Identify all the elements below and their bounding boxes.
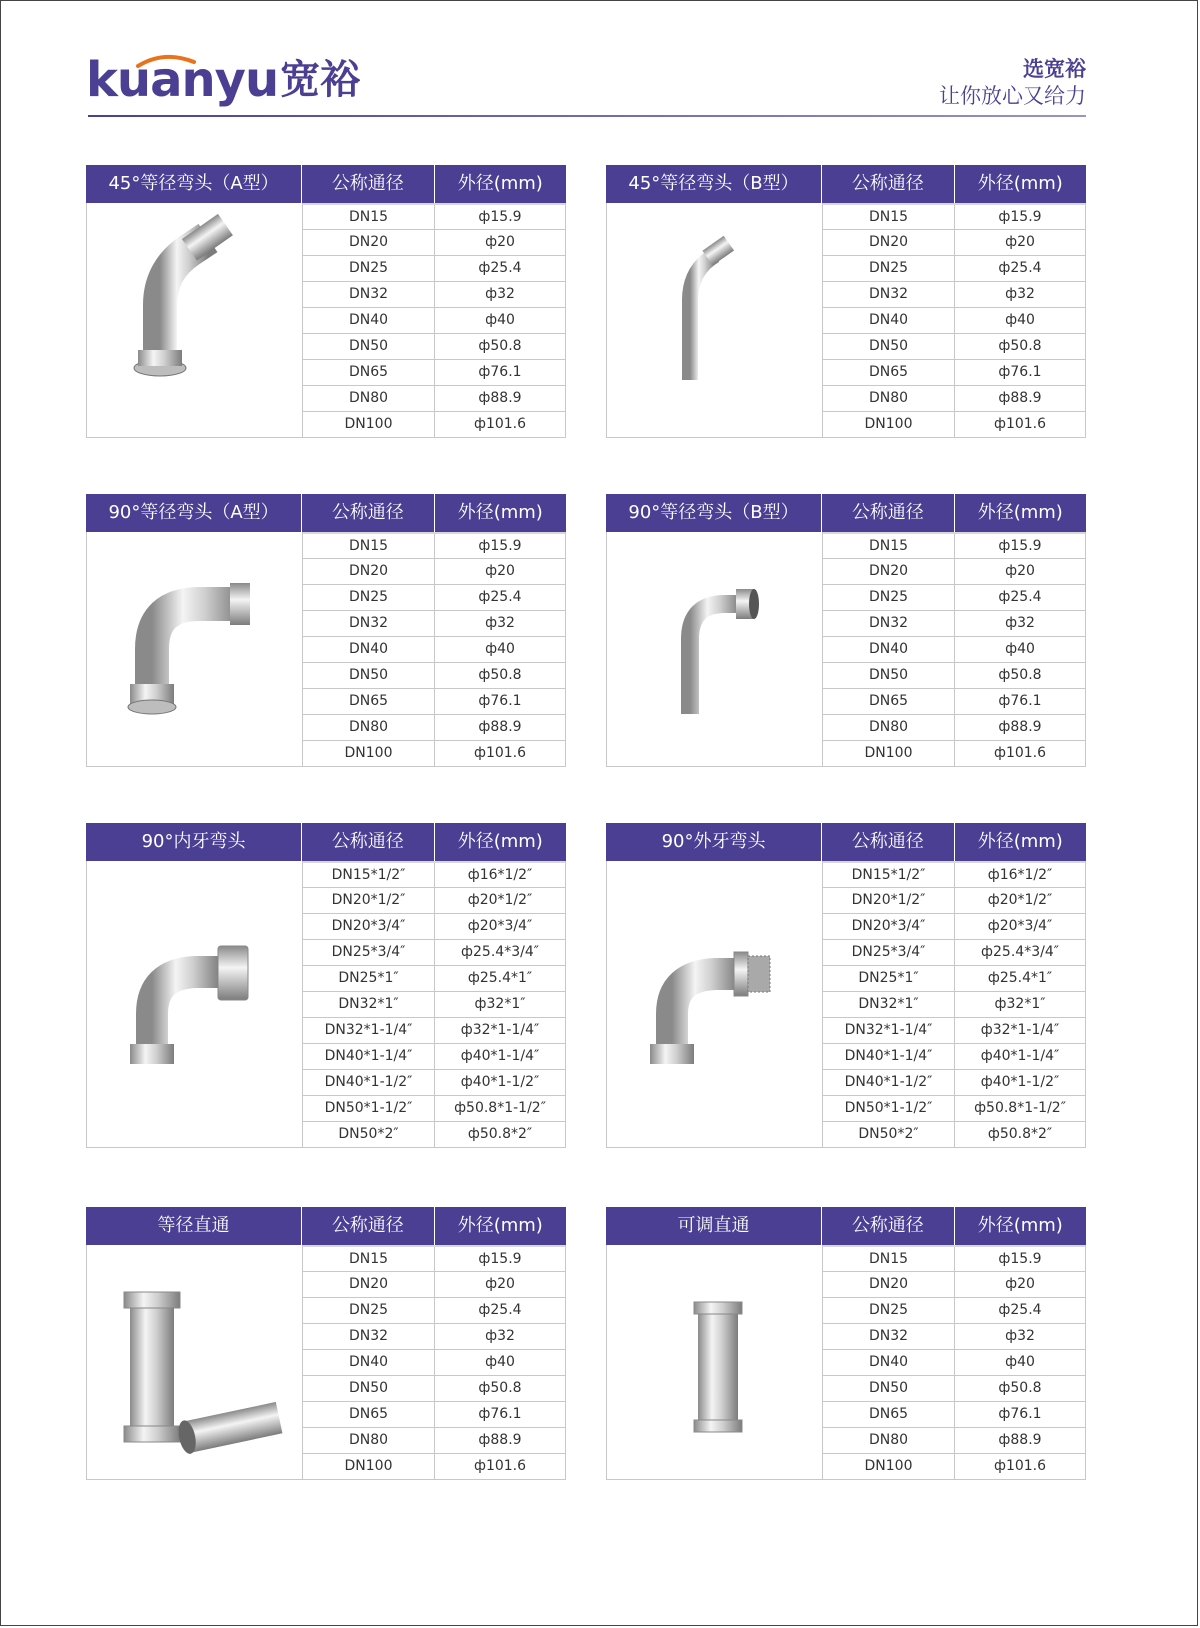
outer-diameter-cell: ф40*1-1/2″ [460,1074,540,1090]
table-row [303,688,565,714]
nominal-size-cell: DN15 [823,1247,955,1271]
outer-diameter-cell: ф20 [1005,234,1035,250]
table-row [823,662,1085,688]
nominal-size-cell: DN40*1-1/2″ [823,1070,955,1095]
table-header [606,823,1086,861]
table-row [823,1427,1085,1453]
nominal-size-cell: DN50 [303,1376,435,1401]
table-row [303,333,565,359]
outer-diameter-cell: ф50.8*1-1/2″ [454,1100,546,1116]
outer-diameter-cell: ф40 [485,312,515,328]
nominal-size-cell: DN50*2″ [303,1122,435,1147]
outer-diameter-cell: ф40*1-1/2″ [980,1074,1060,1090]
nominal-size-cell: DN15*1/2″ [823,863,955,887]
product-name: 45°等径弯头（A型） [86,165,302,203]
logo-latin: kuanyu [86,52,279,108]
table-row [823,411,1085,437]
outer-diameter-cell: ф20*3/4″ [987,918,1053,934]
table-row [823,1271,1085,1297]
table-row [303,887,565,913]
table-row [303,861,565,887]
outer-diameter-cell: ф88.9 [998,719,1042,735]
table-row [303,610,565,636]
nominal-size-cell: DN25*3/4″ [303,940,435,965]
table-row [823,636,1085,662]
nominal-size-cell: DN25 [303,1298,435,1323]
header-outer-diameter: 外径(mm) [457,1215,543,1236]
table-row [823,203,1085,229]
nominal-size-cell: DN25 [303,585,435,610]
outer-diameter-cell: ф40 [485,1354,515,1370]
header-nominal-size: 公称通径 [822,494,954,532]
nominal-size-cell: DN50*2″ [823,1122,955,1147]
table-row [823,1349,1085,1375]
nominal-size-cell: DN40 [303,637,435,662]
nominal-size-cell: DN25*3/4″ [823,940,955,965]
outer-diameter-cell: ф101.6 [993,416,1047,432]
nominal-size-cell: DN32 [823,282,955,307]
table-row [303,558,565,584]
table-row [823,939,1085,965]
outer-diameter-cell: ф76.1 [478,1406,522,1422]
outer-diameter-cell: ф25.4*1″ [987,970,1053,986]
header-outer-diameter: 外径(mm) [457,173,543,194]
table-row [303,281,565,307]
outer-diameter-cell: ф40*1-1/4″ [980,1048,1060,1064]
nominal-size-cell: DN65 [823,689,955,714]
table-row [303,740,565,766]
table-row [823,558,1085,584]
table-row [303,991,565,1017]
outer-diameter-cell: ф88.9 [478,390,522,406]
nominal-size-cell: DN65 [303,360,435,385]
outer-diameter-cell: ф76.1 [998,693,1042,709]
nominal-size-cell: DN40 [823,1350,955,1375]
outer-diameter-cell: ф32*1-1/4″ [980,1022,1060,1038]
header-outer-diameter: 外径(mm) [977,173,1063,194]
table-row [823,991,1085,1017]
outer-diameter-cell: ф20*1/2″ [987,892,1053,908]
table-row [823,255,1085,281]
table-row [823,1453,1085,1479]
table-row [823,1401,1085,1427]
nominal-size-cell: DN15 [303,1247,435,1271]
nominal-size-cell: DN32*1″ [823,992,955,1017]
table-row [303,359,565,385]
nominal-size-cell: DN80 [823,1428,955,1453]
nominal-size-cell: DN100 [303,412,435,437]
outer-diameter-cell: ф15.9 [478,538,522,554]
table-row [823,229,1085,255]
outer-diameter-cell: ф88.9 [998,1432,1042,1448]
nominal-size-cell: DN50*1-1/2″ [823,1096,955,1121]
header-nominal-size: 公称通径 [302,165,434,203]
nominal-size-cell: DN15 [303,534,435,558]
product-name: 45°等径弯头（B型） [606,165,822,203]
outer-diameter-cell: ф40 [1005,1354,1035,1370]
outer-diameter-cell: ф50.8 [478,1380,522,1396]
nominal-size-cell: DN32*1-1/4″ [303,1018,435,1043]
outer-diameter-cell: ф20 [485,234,515,250]
outer-diameter-cell: ф25.4*3/4″ [981,944,1059,960]
table-row [303,1271,565,1297]
outer-diameter-cell: ф50.8*1-1/2″ [974,1100,1066,1116]
table-row [303,1401,565,1427]
slogan [939,56,1086,110]
product-name: 等径直通 [86,1207,302,1245]
nominal-size-cell: DN40*1-1/4″ [823,1044,955,1069]
nominal-size-cell: DN20 [823,559,955,584]
table-row [823,887,1085,913]
outer-diameter-cell: ф32 [485,615,515,631]
table-row [823,688,1085,714]
outer-diameter-cell: ф20*1/2″ [467,892,533,908]
elbow-90-male-thread-icon [607,861,823,1147]
table-row [823,1375,1085,1401]
table-row [303,385,565,411]
outer-diameter-cell: ф16*1/2″ [987,867,1053,883]
header-outer-diameter: 外径(mm) [457,831,543,852]
nominal-size-cell: DN32 [303,611,435,636]
table-row [303,229,565,255]
nominal-size-cell: DN20 [823,1272,955,1297]
outer-diameter-cell: ф40 [485,641,515,657]
nominal-size-cell: DN40 [823,308,955,333]
nominal-size-cell: DN20 [303,559,435,584]
slogan-line-2: 让你放心又给力 [939,84,1086,108]
spec-table [86,165,566,438]
table-header [606,494,1086,532]
nominal-size-cell: DN50 [823,663,955,688]
table-row [303,1453,565,1479]
table-row [823,714,1085,740]
outer-diameter-cell: ф40 [1005,312,1035,328]
outer-diameter-cell: ф76.1 [478,693,522,709]
table-row [303,307,565,333]
outer-diameter-cell: ф20 [485,1276,515,1292]
outer-diameter-cell: ф50.8 [998,667,1042,683]
table-row [303,1121,565,1147]
table-row [303,939,565,965]
product-name: 90°等径弯头（A型） [86,494,302,532]
nominal-size-cell: DN15 [303,205,435,229]
table-row [823,584,1085,610]
elbow-90-female-thread-icon [87,861,303,1147]
elbow-45-b-icon [607,203,823,437]
nominal-size-cell: DN100 [303,1454,435,1479]
nominal-size-cell: DN20 [303,1272,435,1297]
table-header [86,165,566,203]
nominal-size-cell: DN50 [823,334,955,359]
nominal-size-cell: DN15 [823,205,955,229]
table-row [303,1323,565,1349]
outer-diameter-cell: ф50.8 [998,338,1042,354]
outer-diameter-cell: ф20 [1005,563,1035,579]
nominal-size-cell: DN32 [303,1324,435,1349]
table-row [303,1349,565,1375]
table-header [606,165,1086,203]
header-outer-diameter: 外径(mm) [457,502,543,523]
nominal-size-cell: DN100 [303,741,435,766]
spec-table [86,494,566,767]
nominal-size-cell: DN50 [303,663,435,688]
nominal-size-cell: DN25*1″ [823,966,955,991]
nominal-size-cell: DN40 [303,308,435,333]
outer-diameter-cell: ф88.9 [478,719,522,735]
nominal-size-cell: DN25 [823,585,955,610]
outer-diameter-cell: ф101.6 [473,745,527,761]
header-nominal-size: 公称通径 [302,494,434,532]
outer-diameter-cell: ф32*1″ [474,996,526,1012]
header-outer-diameter: 外径(mm) [977,831,1063,852]
outer-diameter-cell: ф15.9 [478,1251,522,1267]
table-row [823,333,1085,359]
header-nominal-size: 公称通径 [302,1207,434,1245]
table-row [303,1043,565,1069]
nominal-size-cell: DN50*1-1/2″ [303,1096,435,1121]
table-header [86,823,566,861]
table-row [303,411,565,437]
outer-diameter-cell: ф50.8 [998,1380,1042,1396]
table-row [303,203,565,229]
outer-diameter-cell: ф20 [1005,1276,1035,1292]
outer-diameter-cell: ф25.4*1″ [467,970,533,986]
nominal-size-cell: DN65 [303,689,435,714]
table-row [823,359,1085,385]
outer-diameter-cell: ф88.9 [478,1432,522,1448]
outer-diameter-cell: ф50.8*2″ [987,1126,1053,1142]
header-divider [88,115,1086,117]
table-row [823,1323,1085,1349]
table-row [823,965,1085,991]
outer-diameter-cell: ф25.4 [998,589,1042,605]
product-name: 90°外牙弯头 [606,823,822,861]
outer-diameter-cell: ф32 [485,1328,515,1344]
nominal-size-cell: DN20*1/2″ [823,888,955,913]
outer-diameter-cell: ф101.6 [473,416,527,432]
table-row [823,740,1085,766]
nominal-size-cell: DN80 [823,386,955,411]
outer-diameter-cell: ф88.9 [998,390,1042,406]
outer-diameter-cell: ф76.1 [998,1406,1042,1422]
outer-diameter-cell: ф25.4 [478,260,522,276]
outer-diameter-cell: ф32*1″ [994,996,1046,1012]
elbow-90-b-icon [607,532,823,766]
outer-diameter-cell: ф50.8*2″ [467,1126,533,1142]
nominal-size-cell: DN100 [823,412,955,437]
table-row [303,1069,565,1095]
nominal-size-cell: DN65 [823,1402,955,1427]
table-header [86,494,566,532]
table-row [823,1121,1085,1147]
product-name: 90°等径弯头（B型） [606,494,822,532]
logo-chinese: 宽裕 [280,57,361,103]
table-header [86,1207,566,1245]
nominal-size-cell: DN20*3/4″ [823,914,955,939]
header-nominal-size: 公称通径 [822,823,954,861]
table-row [823,1095,1085,1121]
nominal-size-cell: DN32 [823,1324,955,1349]
equal-coupling-icon [87,1245,303,1479]
nominal-size-cell: DN40*1-1/4″ [303,1044,435,1069]
nominal-size-cell: DN25 [823,256,955,281]
slip-coupling-icon [607,1245,823,1479]
logo-swoosh-icon [136,54,196,68]
outer-diameter-cell: ф20*3/4″ [467,918,533,934]
table-row [303,1375,565,1401]
header-outer-diameter: 外径(mm) [977,502,1063,523]
nominal-size-cell: DN32 [823,611,955,636]
table-row [823,1297,1085,1323]
outer-diameter-cell: ф25.4 [998,1302,1042,1318]
brand-logo [86,50,360,110]
outer-diameter-cell: ф15.9 [998,538,1042,554]
nominal-size-cell: DN20 [303,230,435,255]
outer-diameter-cell: ф32 [1005,286,1035,302]
outer-diameter-cell: ф32*1-1/4″ [460,1022,540,1038]
nominal-size-cell: DN32 [303,282,435,307]
nominal-size-cell: DN32*1-1/4″ [823,1018,955,1043]
nominal-size-cell: DN20 [823,230,955,255]
table-row [303,1095,565,1121]
nominal-size-cell: DN25 [303,256,435,281]
outer-diameter-cell: ф25.4 [998,260,1042,276]
nominal-size-cell: DN32*1″ [303,992,435,1017]
outer-diameter-cell: ф40 [1005,641,1035,657]
nominal-size-cell: DN25*1″ [303,966,435,991]
table-row [823,281,1085,307]
table-row [303,662,565,688]
product-name: 90°内牙弯头 [86,823,302,861]
spec-table [606,494,1086,767]
outer-diameter-cell: ф76.1 [478,364,522,380]
table-row [303,532,565,558]
elbow-45-a-icon [87,203,303,437]
outer-diameter-cell: ф40*1-1/4″ [460,1048,540,1064]
nominal-size-cell: DN65 [303,1402,435,1427]
nominal-size-cell: DN40 [823,637,955,662]
slogan-line-1: 选宽裕 [1023,57,1086,81]
table-row [303,636,565,662]
spec-table [606,823,1086,1148]
nominal-size-cell: DN100 [823,741,955,766]
nominal-size-cell: DN80 [823,715,955,740]
outer-diameter-cell: ф101.6 [993,745,1047,761]
table-row [823,861,1085,887]
table-row [823,913,1085,939]
table-header [606,1207,1086,1245]
header-nominal-size: 公称通径 [822,1207,954,1245]
outer-diameter-cell: ф32 [1005,615,1035,631]
spec-table [606,165,1086,438]
outer-diameter-cell: ф50.8 [478,667,522,683]
table-row [823,1069,1085,1095]
header-outer-diameter: 外径(mm) [977,1215,1063,1236]
table-row [303,1297,565,1323]
table-row [823,532,1085,558]
outer-diameter-cell: ф101.6 [473,1458,527,1474]
table-row [303,255,565,281]
spec-table [86,1207,566,1480]
table-row [303,714,565,740]
spec-table [86,823,566,1148]
outer-diameter-cell: ф25.4*3/4″ [461,944,539,960]
table-row [823,1245,1085,1271]
elbow-90-a-icon [87,532,303,766]
outer-diameter-cell: ф76.1 [998,364,1042,380]
nominal-size-cell: DN15*1/2″ [303,863,435,887]
table-row [303,1427,565,1453]
outer-diameter-cell: ф32 [1005,1328,1035,1344]
outer-diameter-cell: ф50.8 [478,338,522,354]
table-row [303,1245,565,1271]
nominal-size-cell: DN80 [303,1428,435,1453]
outer-diameter-cell: ф20 [485,563,515,579]
nominal-size-cell: DN50 [823,1376,955,1401]
nominal-size-cell: DN80 [303,715,435,740]
table-row [303,913,565,939]
nominal-size-cell: DN50 [303,334,435,359]
table-row [823,385,1085,411]
nominal-size-cell: DN40 [303,1350,435,1375]
header-nominal-size: 公称通径 [822,165,954,203]
nominal-size-cell: DN40*1-1/2″ [303,1070,435,1095]
nominal-size-cell: DN100 [823,1454,955,1479]
table-row [823,1043,1085,1069]
nominal-size-cell: DN15 [823,534,955,558]
nominal-size-cell: DN20*3/4″ [303,914,435,939]
outer-diameter-cell: ф101.6 [993,1458,1047,1474]
table-row [823,1017,1085,1043]
nominal-size-cell: DN20*1/2″ [303,888,435,913]
table-row [303,584,565,610]
nominal-size-cell: DN80 [303,386,435,411]
table-row [823,307,1085,333]
table-row [303,1017,565,1043]
nominal-size-cell: DN65 [823,360,955,385]
outer-diameter-cell: ф15.9 [478,209,522,225]
outer-diameter-cell: ф32 [485,286,515,302]
nominal-size-cell: DN25 [823,1298,955,1323]
outer-diameter-cell: ф15.9 [998,1251,1042,1267]
header-nominal-size: 公称通径 [302,823,434,861]
outer-diameter-cell: ф15.9 [998,209,1042,225]
outer-diameter-cell: ф25.4 [478,1302,522,1318]
spec-table [606,1207,1086,1480]
outer-diameter-cell: ф16*1/2″ [467,867,533,883]
table-row [303,965,565,991]
outer-diameter-cell: ф25.4 [478,589,522,605]
table-row [823,610,1085,636]
product-name: 可调直通 [606,1207,822,1245]
